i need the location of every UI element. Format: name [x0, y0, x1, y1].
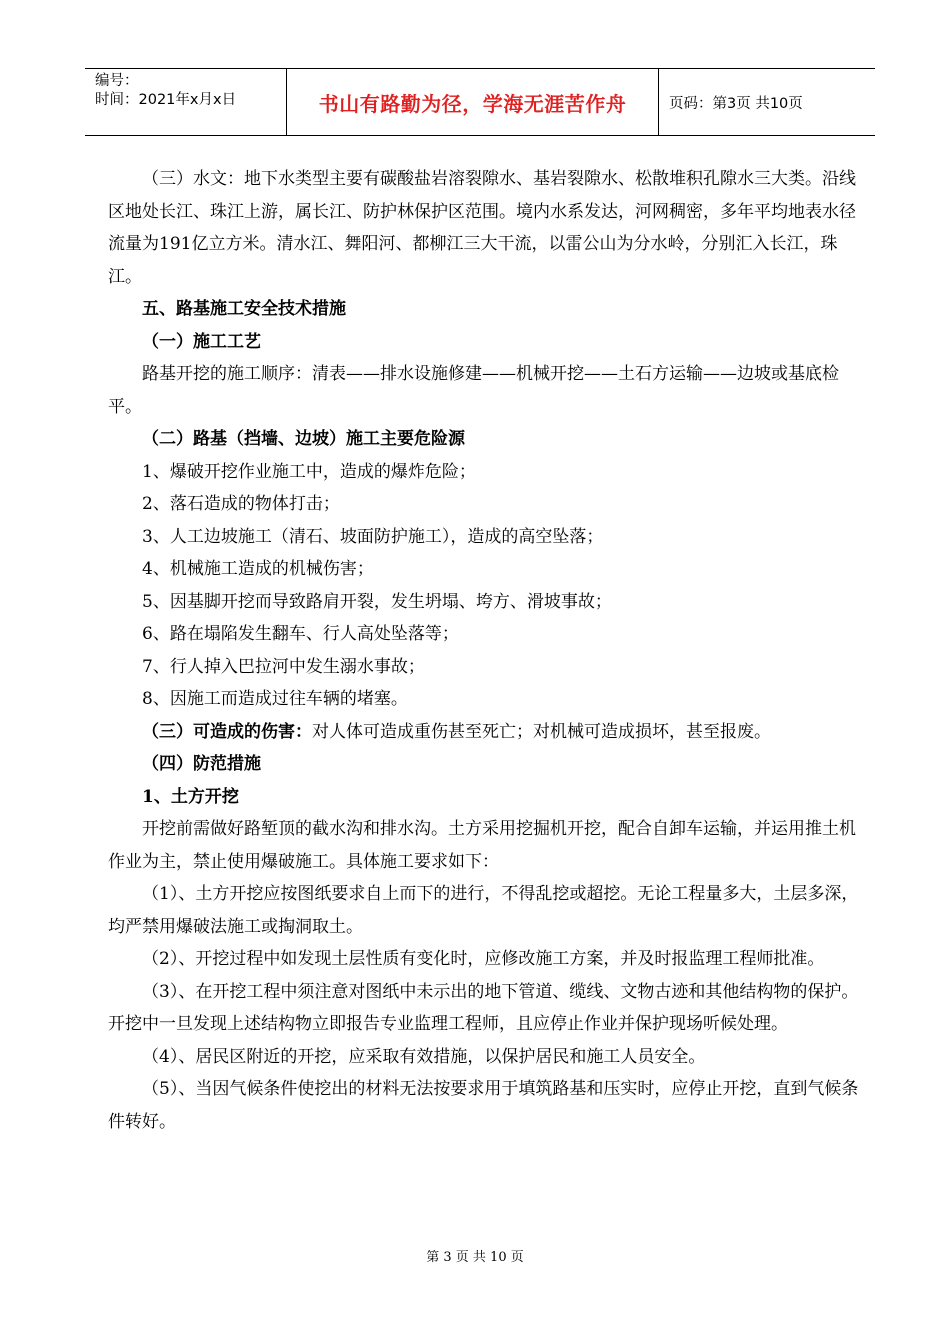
paragraph-hydrology: （三）水文：地下水类型主要有碳酸盐岩溶裂隙水、基岩裂隙水、松散堆积孔隙水三大类。沿线区地处长江、珠江上游，属长江、防护林保护区范围。境内水系发达，河网稠密，多年平均地表水径流量为191亿立方米。清水江、舞阳河、都柳江三大干流，以雷公山为分水岭，分别汇入长江，珠江。	[108, 169, 856, 287]
requirement-item-1: （1）、土方开挖应按图纸要求自上而下的进行，不得乱挖或超挖。无论工程量多大，土层多深，均严禁用爆破法施工或掏洞取土。	[108, 884, 859, 937]
header-meta	[85, 69, 287, 135]
page-footer: 第 3 页 共 10 页	[426, 1250, 524, 1265]
hazard-item-5: 5、因基脚开挖而导致路肩开裂，发生坍塌、垮方、滑坡事故；	[142, 591, 612, 612]
page-header	[85, 68, 875, 136]
injuries-text: 对人体可造成重伤甚至死亡；对机械可造成损坏，甚至报废。	[312, 721, 771, 742]
doc-time-label: 时间：2021年x月x日	[95, 92, 237, 108]
hazard-item-3: 3、人工边坡施工（清石、坡面防护施工），造成的高空坠落；	[142, 526, 604, 547]
hazard-item-1: 1、爆破开挖作业施工中，造成的爆炸危险；	[142, 461, 476, 482]
paragraph-excavation-order: 路基开挖的施工顺序：清表——排水设施修建——机械开挖——土石方运输——边坡或基底检平。	[108, 364, 839, 417]
subheading-prevention: （四）防范措施	[142, 754, 261, 774]
requirement-item-3: （3）、在开挖工程中须注意对图纸中未示出的地下管道、缆线、文物古迹和其他结构物的保护。开挖中一旦发现上述结构物立即报告专业监理工程师，且应停止作业并保护现场听候处理。	[108, 981, 859, 1034]
hazard-item-8: 8、因施工而造成过往车辆的堵塞。	[142, 689, 408, 709]
requirement-item-2: （2）、开挖过程中如发现土层性质有变化时，应修改施工方案，并及时报监理工程师批准。	[142, 949, 825, 969]
hazard-item-2: 2、落石造成的物体打击；	[142, 494, 340, 514]
requirement-item-5: （5）、当因气候条件使挖出的材料无法按要求用于填筑路基和压实时，应停止开挖，直到气候条件转好。	[108, 1079, 859, 1132]
subheading-hazards: （二）路基（挡墙、边坡）施工主要危险源	[142, 429, 465, 449]
hazard-item-4: 4、机械施工造成的机械伤害；	[142, 559, 374, 579]
requirement-item-4: （4）、居民区附近的开挖，应采取有效措施，以保护居民和施工人员安全。	[142, 1046, 706, 1067]
document-body	[108, 163, 860, 1138]
header-motto: 书山有路勤为径，学海无涯苦作舟	[287, 69, 659, 135]
hazard-item-7: 7、行人掉入巴拉河中发生溺水事故；	[142, 656, 425, 677]
paragraph-earthwork-intro: 开挖前需做好路堑顶的截水沟和排水沟。土方采用挖掘机开挖，配合自卸车运输，并运用推土机作业为主，禁止使用爆破施工。具体施工要求如下：	[108, 819, 856, 872]
doc-number-label: 编号：	[95, 73, 139, 89]
section-heading-5: 五、路基施工安全技术措施	[142, 299, 346, 319]
injuries-label: （三）可造成的伤害：	[142, 721, 312, 742]
header-page-label: 页码：第3页 共10页	[669, 95, 803, 112]
subheading-earthwork: 1、土方开挖	[142, 786, 239, 807]
hazard-item-6: 6、路在塌陷发生翻车、行人高处坠落等；	[142, 624, 459, 644]
subheading-construction-process: （一）施工工艺	[142, 331, 261, 352]
paragraph-injuries	[108, 716, 860, 749]
